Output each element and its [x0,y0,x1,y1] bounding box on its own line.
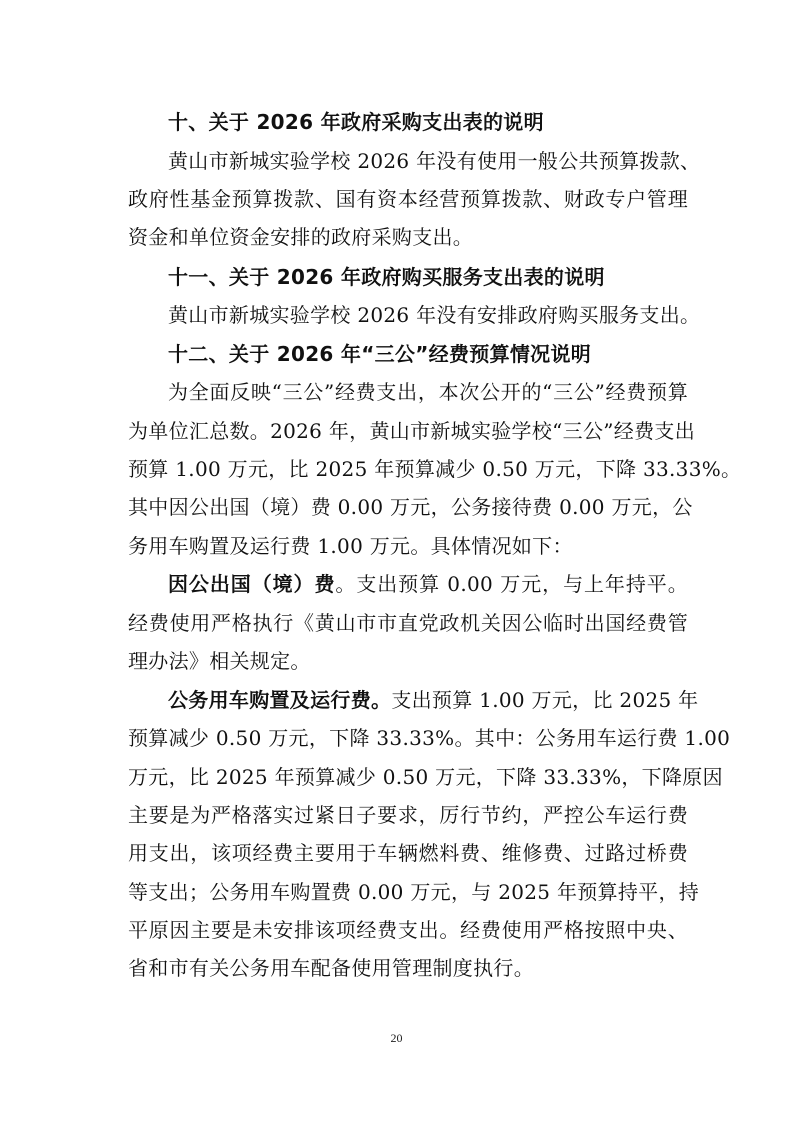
abroad-label: 因公出国（境）费 [168,572,336,596]
paragraph-line: 黄山市新城实验学校 2026 年没有安排政府购买服务支出。 [168,303,701,327]
paragraph-line: 为全面反映“三公”经费支出，本次公开的“三公”经费预算 [168,380,688,404]
paragraph-line: 省和市有关公务用车配备使用管理制度执行。 [128,956,534,980]
abroad-paragraph-first-line [168,566,688,602]
vehicle-text: 支出预算 1.00 万元，比 2025 年 [391,688,699,712]
paragraph-line: 预算 1.00 万元，比 2025 年预算减少 0.50 万元，下降 33.33%。 [128,457,742,481]
section-12-heading: 十二、关于 2026 年“三公”经费预算情况说明 [168,342,592,366]
paragraph-line: 万元，比 2025 年预算减少 0.50 万元，下降 33.33%，下降原因 [128,765,723,789]
paragraph-line: 经费使用严格执行《黄山市市直党政机关因公临时出国经费管 [128,611,688,635]
paragraph-line: 为单位汇总数。2026 年，黄山市新城实验学校“三公”经费支出 [128,419,696,443]
paragraph-line: 资金和单位资金安排的政府采购支出。 [128,225,474,249]
paragraph-line: 平原因主要是未安排该项经费支出。经费使用严格按照中央、 [128,918,688,942]
section-11-heading: 十一、关于 2026 年政府购买服务支出表的说明 [168,265,605,289]
abroad-text: 。支出预算 0.00 万元，与上年持平。 [335,572,688,596]
paragraph-line: 等支出；公务用车购置费 0.00 万元，与 2025 年预算持平，持 [128,880,700,904]
paragraph-line: 理办法》相关规定。 [128,649,311,673]
vehicle-label: 公务用车购置及运行费。 [168,688,392,712]
paragraph-line: 主要是为严格落实过紧日子要求，厉行节约，严控公车运行费 [128,803,688,827]
paragraph-line: 预算减少 0.50 万元，下降 33.33%。其中：公务用车运行费 1.00 [128,726,731,750]
paragraph-line: 黄山市新城实验学校 2026 年没有使用一般公共预算拨款、 [168,149,701,173]
paragraph-line: 其中因公出国（境）费 0.00 万元，公务接待费 0.00 万元，公 [128,495,693,519]
paragraph-line: 政府性基金预算拨款、国有资本经营预算拨款、财政专户管理 [128,187,688,211]
vehicle-paragraph-first-line [168,682,699,718]
paragraph-line: 用支出，该项经费主要用于车辆燃料费、维修费、过路过桥费 [128,841,688,865]
section-10-heading: 十、关于 2026 年政府采购支出表的说明 [168,110,544,134]
paragraph-line: 务用车购置及运行费 1.00 万元。具体情况如下： [128,534,573,558]
page-number: 20 [390,1031,403,1045]
